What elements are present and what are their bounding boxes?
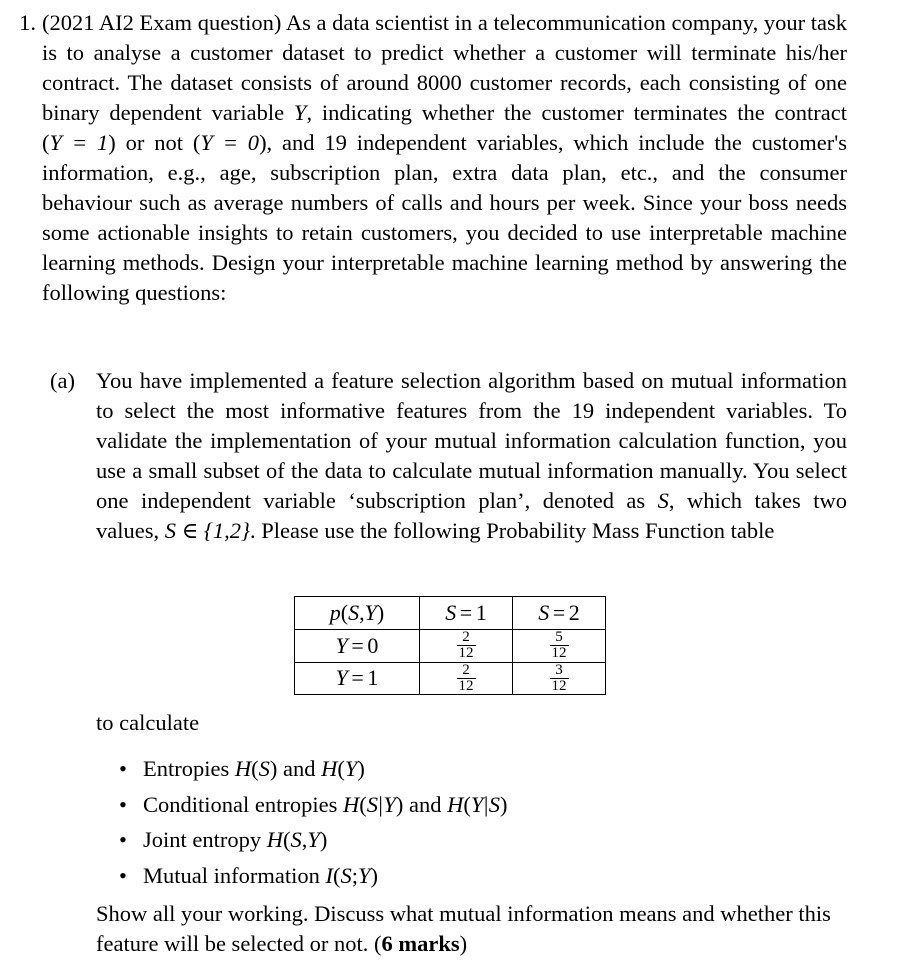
hdr2-var: S [538,600,550,625]
sub-text-segment-3: . Please use the following Probability Mass Function table [250,518,775,543]
row0-var: Y [335,632,348,658]
joint-h-b: Y [307,827,320,852]
joint-h-fn: H [266,827,283,852]
sub-text-segment-1: You have implemented a feature selection algorithm based on mutual information to select the most informative features from the 19 independent variables. To validate the implementation of your mutual information calculation function, you use a small subset of the data to calculate mutual information manually. You select one independent variable ‘subscription plan’, denoted as [96,368,847,513]
entropy-hy-fn: H [321,756,338,781]
mutual-info-a: S [340,862,352,888]
bullet-icon: • [119,827,127,852]
pmf-corner-s: S [348,600,360,625]
list-item [0,858,900,894]
fraction-denominator: 12 [458,645,474,662]
row1-val: 1 [367,665,379,691]
joint-h-sep: , [301,827,308,852]
sub-question-label: (a) [50,368,75,393]
question-paragraph [42,8,847,308]
entropy-hs-fn: H [234,756,252,781]
math-y-equals-1: Y = 1 [49,130,109,155]
closing-text-tail: ) [459,931,468,956]
joint-h-open: ( [283,827,291,852]
mutual-info-sep: ; [351,862,358,888]
list-item [0,751,900,787]
question-text-segment-2: , indicating whether the customer terminates the contract ( [42,100,847,155]
fraction-numerator: 2 [457,630,476,646]
fraction [550,663,569,695]
table-cell-y0-s2 [513,630,606,663]
bullet-icon: • [119,791,127,817]
row1-var: Y [335,665,348,691]
bullet-icon: • [119,756,127,781]
cond-hsy-a: S [366,791,378,817]
fraction-denominator: 12 [551,645,567,662]
bullet-label: Joint entropy [143,827,267,852]
table-header-col-s2 [513,597,606,630]
bullet-icon: • [119,862,127,888]
mutual-info-close: ) [370,862,379,888]
question-text-segment-4: ), and 19 independent variables, which include the customer's information, e.g., age, subscription plan, extra data plan, etc., and the consumer behaviour such as average numbers of calls and hours per week. Since your boss needs some actionable insights to retain customers, you decided to use interpretable machine learning methods. Design your interpretable machine learning method by answering the following questions: [42,130,847,305]
list-item [0,822,900,858]
question-item-1 [0,8,900,308]
mutual-info-fn: I [325,862,333,888]
hdr1-op: = [459,600,473,625]
pmf-corner-y: Y [364,600,377,625]
pmf-corner-comma: , [359,600,365,625]
pmf-table-container [0,596,900,695]
pmf-corner-open: ( [340,600,349,625]
fraction [457,663,476,695]
pmf-table [294,596,606,695]
row0-val: 0 [367,632,379,658]
cond-hsy-open: ( [359,791,367,817]
cond-hys-fn: H [447,791,464,817]
fraction-numerator: 3 [550,663,569,679]
cond-hsy-fn: H [342,791,360,817]
table-header-corner [295,597,420,630]
hdr2-op: = [552,600,566,625]
cond-hys-close: ) [500,791,508,817]
list-item [0,787,900,823]
row1-op: = [351,665,364,691]
entropy-hy-arg: Y [344,756,358,781]
table-row [295,630,606,663]
bullet-label: Conditional entropies [143,791,343,817]
table-cell-y1-s2 [513,662,606,695]
fraction [457,630,476,662]
fraction-numerator: 2 [457,663,476,679]
entropy-hs-open: ( [251,756,259,781]
joint-h-a: S [290,827,302,852]
closing-text: Show all your working. Discuss what mutual information means and whether this feature will be selected or not. ( [96,901,831,956]
closing-paragraph [96,899,848,959]
hdr1-var: S [445,600,457,625]
cond-hys-open: ( [463,791,471,817]
mutual-info-open: ( [332,862,341,888]
cond-hys-bar: | [483,791,489,817]
cond-hsy-bar: | [378,791,383,817]
question-text-segment-1: (2021 AI2 Exam question) As a data scientist in a telecommunication company, your task is to analyse a customer dataset to predict whether a customer will terminate his/her contract. The dataset consists of around 8000 customer records, each consisting of one binary dependent variable [42,10,847,125]
sub-question-a [0,366,900,546]
fraction-numerator: 5 [550,630,569,646]
calculation-bullet-list [0,751,900,893]
table-row [295,662,606,695]
bullet-conjunction: and [277,756,322,781]
hdr2-val: 2 [568,600,580,625]
calculate-lead-in: to calculate [96,710,200,735]
pmf-corner-p: p [329,600,341,625]
pmf-corner-close: ) [376,600,385,625]
table-header-row [295,597,606,630]
entropy-hy-open: ( [337,756,345,781]
marks-badge: 6 marks [381,931,460,956]
cond-hys-b: S [488,791,501,817]
fraction [550,630,569,662]
entropy-hy-close: ) [357,756,365,781]
mutual-info-b: Y [358,862,371,888]
entropy-hs-arg: S [258,756,270,781]
math-y-equals-0: Y = 0 [200,130,260,155]
table-cell-y1-s1 [420,662,513,695]
math-variable-y: Y [293,100,307,125]
bullet-label: Entropies [143,756,235,781]
bullet-conjunction: and [403,791,448,817]
cond-hys-a: Y [470,791,484,817]
table-cell-y0-s1 [420,630,513,663]
fraction-denominator: 12 [458,677,474,694]
entropy-hs-close: ) [269,756,278,781]
sub-text-segment-2: , which takes two values, [96,488,847,543]
math-variable-s: S [657,488,669,513]
cond-hsy-close: ) [395,791,404,817]
table-header-col-s1 [420,597,513,630]
sub-question-paragraph [96,366,847,546]
row0-op: = [351,632,364,658]
table-row-label-y0 [295,630,420,663]
hdr1-val: 1 [475,600,487,625]
question-number: 1. [19,10,36,35]
joint-h-close: ) [319,827,328,852]
math-s-in-set: S ∈ {1,2} [164,518,251,543]
question-text-segment-3: ) or not ( [108,130,201,155]
cond-hsy-b: Y [383,791,396,817]
bullet-label: Mutual information [143,862,326,888]
table-row-label-y1 [295,662,420,695]
fraction-denominator: 12 [551,677,567,694]
